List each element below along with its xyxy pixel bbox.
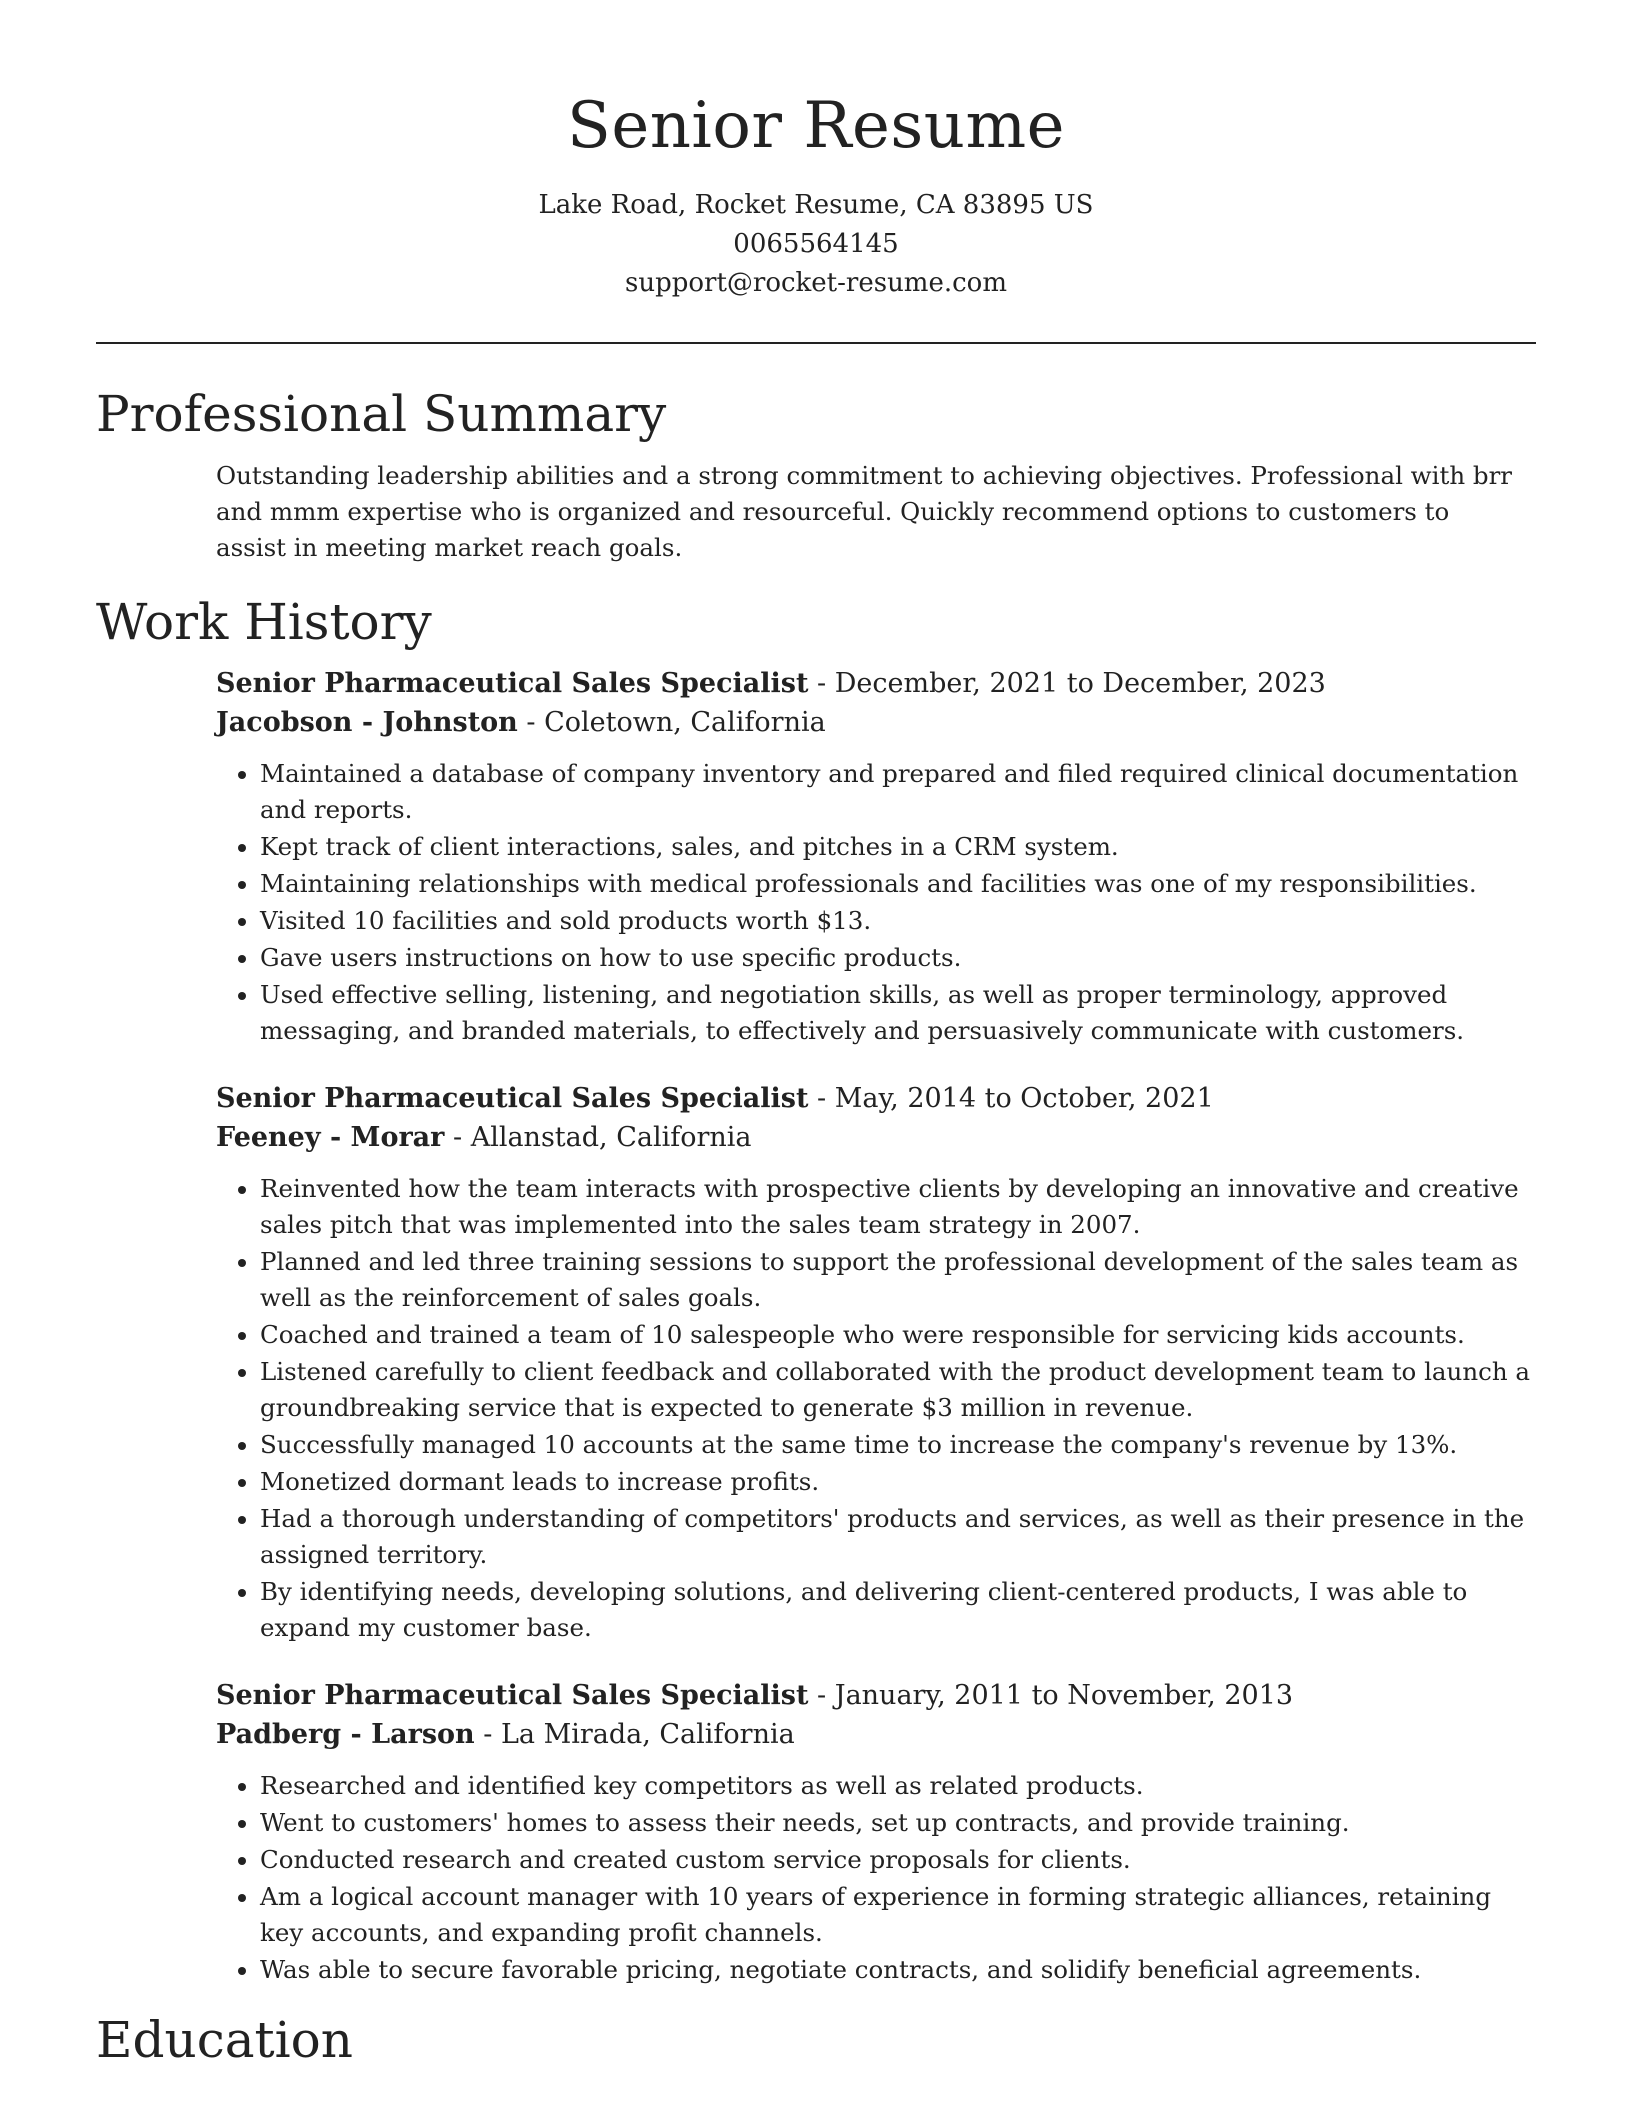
work-history-heading: Work History xyxy=(96,593,432,651)
contact-phone: 0065564145 xyxy=(733,229,899,259)
job-entry xyxy=(216,664,1536,1049)
job-bullet: • Researched and identified key competitors as well as related products. xyxy=(260,1768,1536,1804)
job-bullet: • Planned and led three training sessions to support the professional development of the sales team as well as the reinforcement of sales goals. xyxy=(260,1244,1536,1316)
job-dates: - January, 2011 to November, 2013 xyxy=(808,1680,1294,1711)
job-company: Feeney - Morar xyxy=(216,1122,445,1153)
job-bullet: • Successfully managed 10 accounts at the same time to increase the company's revenue by 13%. xyxy=(260,1427,1536,1463)
job-bullet: • Used effective selling, listening, and negotiation skills, as well as proper terminology, approved messaging, and branded materials, to effectively and persuasively communicate with customers. xyxy=(260,977,1536,1049)
job-title: Senior Pharmaceutical Sales Specialist xyxy=(216,1680,809,1711)
job-title-line xyxy=(216,664,1536,703)
job-bullet: • Had a thorough understanding of competitors' products and services, as well as their presence in the assigned territory. xyxy=(260,1501,1536,1573)
contact-address: Lake Road, Rocket Resume, CA 83895 US xyxy=(538,190,1094,220)
job-title-line xyxy=(216,1676,1536,1715)
job-company-line xyxy=(216,1118,1536,1157)
job-title-line xyxy=(216,1079,1536,1118)
job-bullet: • Am a logical account manager with 10 years of experience in forming strategic alliances, retaining key accounts, and expanding profit channels. xyxy=(260,1879,1536,1951)
job-bullet: • Kept track of client interactions, sales, and pitches in a CRM system. xyxy=(260,829,1536,865)
job-entry xyxy=(216,1079,1536,1646)
job-title: Senior Pharmaceutical Sales Specialist xyxy=(216,1083,809,1114)
job-location: - Coletown, California xyxy=(517,707,826,738)
job-bullet: • By identifying needs, developing solutions, and delivering client-centered products, I was able to expand my customer base. xyxy=(260,1574,1536,1646)
header-divider xyxy=(96,342,1536,344)
job-bullet: • Coached and trained a team of 10 salespeople who were responsible for servicing kids accounts. xyxy=(260,1317,1536,1353)
resume-content xyxy=(96,372,1536,2096)
resume-header xyxy=(0,0,1632,303)
job-bullet: • Listened carefully to client feedback and collaborated with the product development team to launch a groundbreaking service that is expected to generate $3 million in revenue. xyxy=(260,1354,1536,1426)
job-bullet: • Conducted research and created custom service proposals for clients. xyxy=(260,1842,1536,1878)
job-bullet: • Maintaining relationships with medical professionals and facilities was one of my responsibilities. xyxy=(260,866,1536,902)
job-bullet: • Gave users instructions on how to use specific products. xyxy=(260,940,1536,976)
job-bullet: • Maintained a database of company inventory and prepared and filed required clinical documentation and reports. xyxy=(260,756,1536,828)
job-company-line xyxy=(216,703,1536,742)
contact-block xyxy=(0,186,1632,303)
job-company-line xyxy=(216,1715,1536,1754)
job-bullet: • Visited 10 facilities and sold products worth $13. xyxy=(260,903,1536,939)
job-bullets xyxy=(216,1768,1536,1988)
job-bullet: • Went to customers' homes to assess their needs, set up contracts, and provide training. xyxy=(260,1805,1536,1841)
job-location: - La Mirada, California xyxy=(474,1719,795,1750)
job-bullet: • Reinvented how the team interacts with prospective clients by developing an innovative and creative sales pitch that was implemented into the sales team strategy in 2007. xyxy=(260,1171,1536,1243)
job-company: Padberg - Larson xyxy=(216,1719,475,1750)
resume-name: Senior Resume xyxy=(566,89,1066,163)
job-bullet: • Monetized dormant leads to increase profits. xyxy=(260,1464,1536,1500)
summary-text: Outstanding leadership abilities and a strong commitment to achieving objectives. Professional with brr and mmm expertise who is organized and resourceful. Quickly recommend options to customers to assist in meeting market reach goals. xyxy=(216,461,1513,562)
job-bullet: • Was able to secure favorable pricing, negotiate contracts, and solidify beneficial agreements. xyxy=(260,1952,1536,1988)
education-entry-cut-off xyxy=(216,2082,1536,2096)
job-title: Senior Pharmaceutical Sales Specialist xyxy=(216,668,809,699)
contact-email: support@rocket-resume.com xyxy=(624,268,1007,298)
job-company: Jacobson - Johnston xyxy=(216,707,518,738)
job-bullets xyxy=(216,756,1536,1049)
job-bullets xyxy=(216,1171,1536,1646)
job-dates: - May, 2014 to October, 2021 xyxy=(808,1083,1214,1114)
job-location: - Allanstad, California xyxy=(444,1122,752,1153)
summary-heading: Professional Summary xyxy=(96,385,667,443)
job-dates: - December, 2021 to December, 2023 xyxy=(808,668,1326,699)
job-entry xyxy=(216,1676,1536,1988)
education-heading: Education xyxy=(96,2011,353,2069)
